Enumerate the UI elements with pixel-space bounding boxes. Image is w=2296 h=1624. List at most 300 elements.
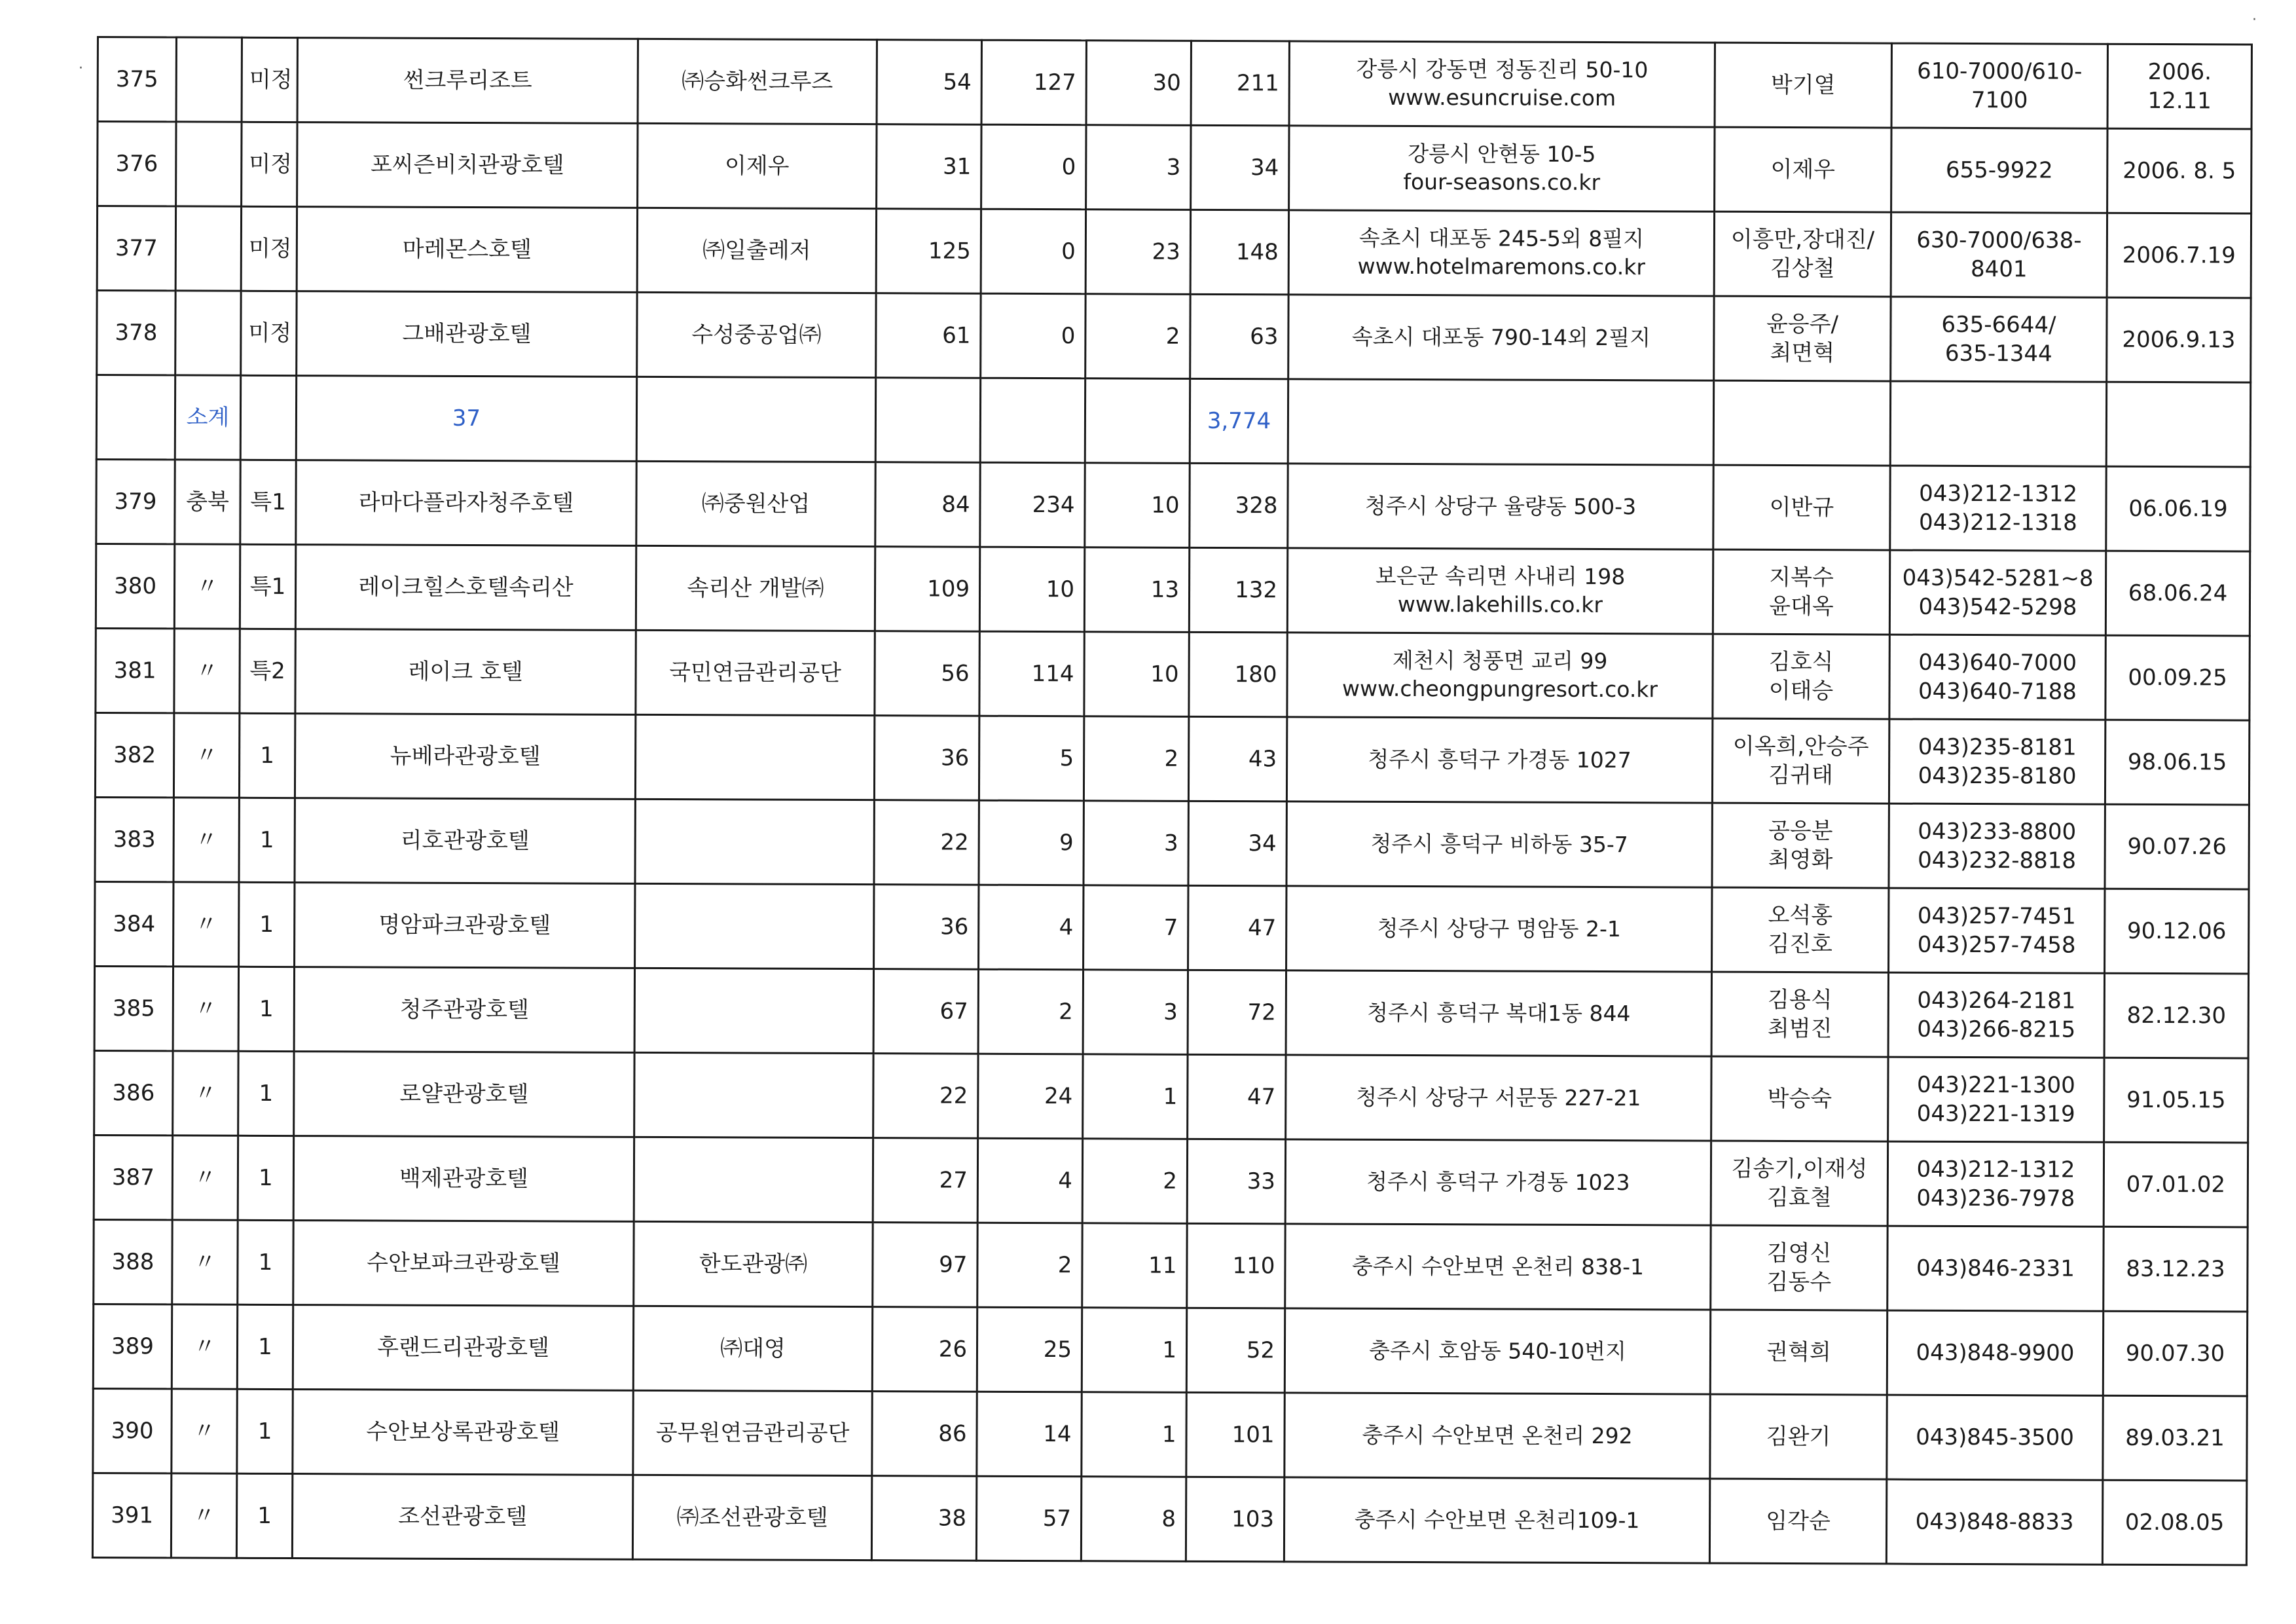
registration-date [2105, 720, 2249, 805]
hotel-name: 포씨즌비치관광호텔 [297, 122, 638, 208]
registration-date-line-1: 83.12.23 [2126, 1255, 2225, 1283]
registration-date-line-1: 90.07.30 [2125, 1340, 2225, 1367]
representative-line-2: 최범진 [1767, 1015, 1832, 1043]
telephone [1887, 1141, 2104, 1227]
registration-date-line-1: 2006.7.19 [2122, 242, 2236, 269]
representative-line-2: 최면혁 [1770, 339, 1835, 367]
table-row [95, 797, 2249, 889]
telephone-line-1: 043)848-9900 [1916, 1339, 2075, 1367]
operator: ㈜일출레저 [637, 208, 876, 293]
telephone-line-1: 043)264-2181 [1917, 987, 2076, 1014]
region: 〃 [172, 1220, 238, 1304]
scan-speck-left: · [79, 60, 83, 77]
row-number: 376 [98, 122, 176, 206]
address-line-1: 보은군 속리면 사내리 198 [1375, 563, 1626, 590]
row-number: 389 [93, 1304, 172, 1388]
row-number: 375 [98, 37, 176, 122]
representative-line-1: 김영신 [1766, 1240, 1832, 1267]
representative-line-1: 이반규 [1769, 494, 1834, 521]
table-row [95, 881, 2249, 973]
telephone [1889, 803, 2105, 889]
address-line-1: 제천시 청풍면 교리 99 [1392, 648, 1608, 674]
registration-date [2105, 551, 2250, 636]
count-1: 56 [875, 631, 979, 716]
subtotal-empty-c3 [1085, 378, 1190, 464]
representative [1710, 1394, 1887, 1479]
count-1: 61 [876, 293, 981, 378]
hotel-name: 레이크 호텔 [295, 629, 636, 715]
address-line-1: 강릉시 강동면 정동진리 50-10 [1356, 56, 1649, 83]
region: 〃 [174, 629, 240, 713]
total-count: 43 [1188, 716, 1286, 802]
operator: ㈜대영 [633, 1306, 872, 1391]
count-1: 125 [876, 209, 981, 294]
total-count: 132 [1189, 547, 1287, 633]
telephone [1887, 1310, 2103, 1395]
telephone-line-1: 610-7000/610- [1917, 58, 2083, 85]
count-1: 22 [874, 800, 979, 885]
telephone-line-1: 043)640-7000 [1918, 649, 2077, 676]
grade: 1 [238, 1051, 294, 1135]
representative-line-2: 김효철 [1766, 1184, 1832, 1211]
operator [634, 968, 873, 1053]
total-count: 101 [1186, 1392, 1285, 1477]
total-count: 328 [1190, 463, 1288, 548]
region: 〃 [173, 1051, 238, 1135]
hotel-name: 뉴베라관광호텔 [295, 714, 635, 800]
total-count: 47 [1188, 1054, 1286, 1139]
address-line-1: 속초시 대포동 790-14외 2필지 [1351, 323, 1651, 350]
count-3: 7 [1084, 885, 1188, 970]
representative [1711, 1056, 1888, 1141]
telephone-line-1: 043)212-1312 [1916, 1156, 2075, 1183]
subtotal-label: 소계 [175, 375, 240, 460]
subtotal-empty-operator [636, 377, 875, 462]
representative [1715, 127, 1891, 212]
address-line-1: 청주시 흥덕구 가경동 1023 [1366, 1168, 1630, 1195]
telephone [1888, 1057, 2104, 1142]
registration-date-line-1: 90.12.06 [2126, 917, 2227, 945]
hotel-name: 그배관광호텔 [297, 291, 637, 377]
representative [1711, 1141, 1887, 1226]
region: 〃 [172, 1135, 238, 1220]
address-line-2: www.hotelmaremons.co.kr [1357, 253, 1646, 280]
grade: 미정 [242, 122, 297, 206]
grade: 특2 [240, 629, 295, 713]
representative-line-2: 이태승 [1768, 677, 1834, 705]
telephone-line-2: 043)236-7978 [1916, 1185, 2075, 1212]
representative [1709, 1479, 1886, 1564]
telephone-line-2: 043)212-1318 [1918, 509, 2077, 536]
registration-date [2103, 1395, 2247, 1481]
region: 〃 [173, 882, 239, 967]
count-1: 27 [873, 1138, 977, 1223]
operator: ㈜조선관광호텔 [632, 1475, 871, 1560]
row-number: 378 [97, 291, 175, 375]
row-number: 381 [96, 628, 174, 712]
telephone-line-1: 655-9922 [1945, 157, 2053, 184]
registration-date [2104, 1142, 2248, 1227]
count-3: 1 [1082, 1392, 1186, 1477]
registration-date-line-1: 2006. [2147, 58, 2212, 86]
hotel-name: 로얄관광호텔 [294, 1052, 634, 1137]
address [1286, 970, 1711, 1056]
row-number: 391 [92, 1473, 171, 1557]
representative [1711, 1225, 1887, 1310]
telephone-line-1: 043)848-8833 [1915, 1508, 2074, 1536]
subtotal-empty-c2 [980, 378, 1085, 463]
count-2: 234 [980, 462, 1085, 547]
count-3: 13 [1084, 547, 1189, 633]
total-count: 34 [1191, 125, 1289, 210]
row-number: 388 [94, 1219, 172, 1304]
table-body-bottom [92, 460, 2250, 1565]
representative [1714, 296, 1891, 381]
table-row [94, 1135, 2248, 1227]
table-row [97, 206, 2251, 298]
registration-date-line-1: 98.06.15 [2127, 748, 2227, 776]
registration-date-line-1: 68.06.24 [2128, 580, 2228, 607]
row-number: 377 [97, 206, 175, 291]
count-2: 57 [976, 1476, 1081, 1561]
region: 〃 [173, 967, 238, 1051]
telephone [1891, 43, 2107, 128]
grade: 1 [237, 1304, 293, 1389]
row-number: 387 [94, 1135, 172, 1219]
operator: 속리산 개발㈜ [636, 545, 875, 631]
subtotal-count: 37 [296, 376, 636, 462]
representative-line-1: 지복수 [1769, 564, 1834, 591]
count-3: 11 [1082, 1223, 1187, 1308]
grade: 1 [239, 798, 295, 882]
grade: 1 [236, 1473, 292, 1558]
subtotal-empty-date [2106, 382, 2250, 467]
subtotal-row [96, 375, 2250, 467]
count-3: 3 [1083, 970, 1188, 1055]
table-row [98, 122, 2251, 213]
address-line-1: 속초시 대포동 245-5외 8필지 [1358, 225, 1645, 252]
operator: 수성중공업㈜ [637, 292, 876, 377]
row-number: 384 [95, 881, 173, 966]
registration-date-line-2: 12.11 [2147, 87, 2212, 115]
telephone [1891, 212, 2107, 297]
telephone-line-2: 043)640-7188 [1918, 678, 2077, 705]
count-2: 0 [981, 124, 1086, 210]
count-3: 2 [1085, 294, 1190, 379]
representative-line-1: 김완기 [1766, 1423, 1831, 1450]
operator: ㈜중원산업 [636, 461, 875, 546]
count-3: 23 [1085, 210, 1190, 295]
address [1288, 295, 1714, 380]
table-row [96, 628, 2250, 720]
registration-date-line-1: 91.05.15 [2126, 1086, 2226, 1114]
grade: 특1 [240, 460, 296, 544]
count-3: 10 [1085, 463, 1190, 548]
registration-date [2107, 44, 2251, 129]
telephone [1888, 972, 2104, 1058]
grade: 1 [238, 967, 294, 1051]
address-line-1: 충주시 수안보면 온천리 838-1 [1351, 1253, 1645, 1280]
operator [635, 883, 874, 969]
count-3: 1 [1082, 1308, 1186, 1393]
representative-line-1: 이옥희,안승주 [1732, 733, 1869, 760]
region [175, 291, 241, 375]
subtotal-empty-rep [1713, 380, 1890, 466]
hotel-name: 수안보상록관광호텔 [293, 1390, 633, 1475]
address-line-1: 청주시 상당구 명암동 2-1 [1377, 915, 1621, 942]
address [1285, 1308, 1710, 1394]
registration-date-line-1: 00.09.25 [2128, 664, 2227, 692]
telephone [1889, 635, 2105, 720]
address [1289, 41, 1715, 127]
telephone-line-2: 7100 [1971, 86, 2028, 114]
telephone-line-1: 043)257-7451 [1917, 902, 2076, 930]
telephone-line-1: 043)845-3500 [1916, 1424, 2075, 1451]
region: 〃 [171, 1473, 236, 1558]
registration-date [2104, 1227, 2248, 1312]
address [1286, 717, 1712, 803]
representative-line-2: 김진호 [1768, 931, 1833, 958]
count-1: 84 [875, 462, 980, 547]
address-line-2: www.lakehills.co.kr [1397, 591, 1603, 618]
table-row [93, 1388, 2247, 1480]
total-count: 211 [1191, 41, 1289, 126]
count-1: 109 [875, 547, 979, 632]
grade: 1 [239, 713, 295, 798]
count-1: 36 [874, 716, 979, 801]
table-body-top [97, 37, 2252, 382]
representative-line-2: 윤대옥 [1769, 593, 1834, 620]
telephone-line-1: 630-7000/638- [1916, 227, 2082, 254]
representative-line-1: 오석홍 [1768, 902, 1833, 929]
telephone-line-1: 043)221-1300 [1916, 1071, 2075, 1099]
representative [1713, 549, 1889, 635]
representative-line-1: 윤응주/ [1766, 310, 1839, 338]
telephone [1887, 1226, 2104, 1311]
registration-date [2107, 128, 2251, 213]
representative [1712, 718, 1889, 803]
telephone-line-2: 043)542-5298 [1918, 593, 2077, 621]
count-3: 3 [1084, 801, 1188, 886]
hotel-name: 후랜드리관광호텔 [293, 1305, 633, 1391]
subtotal-empty-grade [240, 375, 296, 460]
table-row [92, 1473, 2246, 1564]
row-number: 380 [96, 544, 174, 629]
address-line-1: 청주시 흥덕구 복대1동 844 [1367, 999, 1631, 1026]
count-1: 22 [873, 1054, 978, 1139]
hotel-name: 수안보파크관광호텔 [293, 1221, 634, 1306]
hotel-name: 조선관광호텔 [292, 1474, 632, 1560]
total-count: 180 [1189, 632, 1287, 717]
registration-date [2105, 889, 2249, 974]
operator: 이제우 [638, 123, 877, 208]
telephone-line-2: 043)221-1319 [1916, 1100, 2075, 1128]
count-2: 5 [979, 716, 1084, 801]
address [1285, 1139, 1711, 1225]
representative-line-1: 김용식 [1768, 986, 1832, 1014]
operator: 한도관광㈜ [634, 1221, 873, 1306]
telephone [1887, 1395, 2103, 1480]
hotel-name: 라마다플라자청주호텔 [296, 460, 636, 546]
representative-line-2: 김동수 [1766, 1268, 1832, 1296]
telephone [1891, 297, 2107, 382]
region [176, 37, 242, 122]
registration-date-line-1: 90.07.26 [2127, 833, 2227, 860]
telephone [1889, 550, 2105, 635]
registration-date-line-1: 89.03.21 [2125, 1424, 2225, 1452]
table-row [94, 1219, 2248, 1311]
operator [635, 799, 874, 884]
total-count: 110 [1187, 1223, 1285, 1308]
count-1: 67 [873, 969, 978, 1054]
registration-date-line-1: 2006. 8. 5 [2123, 157, 2236, 185]
count-3: 2 [1084, 716, 1188, 802]
count-1: 86 [872, 1392, 977, 1477]
operator: 국민연금관리공단 [636, 630, 875, 715]
region: 〃 [174, 544, 240, 629]
telephone-line-1: 043)235-8181 [1918, 733, 2077, 761]
telephone-line-1: 043)233-8800 [1918, 818, 2077, 845]
count-2: 4 [979, 885, 1084, 970]
count-2: 24 [978, 1054, 1083, 1139]
subtotal-empty-addr [1288, 379, 1713, 465]
row-number: 382 [95, 712, 173, 797]
representative [1712, 803, 1889, 888]
grade: 1 [238, 1220, 293, 1304]
count-3: 10 [1084, 632, 1189, 717]
registration-date-line-1: 06.06.19 [2128, 495, 2228, 523]
telephone-line-2: 043)257-7458 [1917, 931, 2076, 959]
representative-line-2: 김상철 [1770, 255, 1835, 282]
table-row [94, 966, 2248, 1058]
representative-line-1: 이흥만,장대진/ [1730, 226, 1875, 253]
count-2: 114 [979, 631, 1084, 716]
count-2: 127 [981, 40, 1086, 125]
address-line-2: www.cheongpungresort.co.kr [1341, 675, 1658, 703]
telephone [1886, 1479, 2102, 1564]
representative-line-1: 권혁희 [1766, 1338, 1831, 1366]
address [1286, 1055, 1711, 1141]
registration-date-line-1: 02.08.05 [2124, 1509, 2225, 1536]
registration-date-line-1: 82.12.30 [2126, 1002, 2227, 1029]
telephone-line-2: 635-1344 [1944, 340, 2052, 367]
registration-date [2104, 973, 2248, 1058]
telephone [1889, 719, 2105, 804]
address-line-1: 청주시 상당구 서문동 227-21 [1356, 1084, 1641, 1111]
representative [1713, 465, 1890, 550]
total-count: 72 [1188, 970, 1286, 1055]
region: 〃 [173, 713, 239, 798]
row-number: 390 [93, 1388, 172, 1473]
count-2: 9 [979, 800, 1084, 885]
scan-speck-top-right: · [2252, 12, 2257, 28]
count-3: 1 [1083, 1054, 1188, 1139]
telephone-line-1: 635-6644/ [1941, 311, 2056, 339]
total-count: 34 [1188, 801, 1286, 886]
count-3: 2 [1082, 1139, 1187, 1224]
row-number: 383 [95, 797, 173, 881]
total-count: 63 [1190, 294, 1288, 379]
representative-line-2: 김귀태 [1768, 762, 1833, 789]
count-2: 2 [978, 969, 1083, 1054]
address [1284, 1477, 1709, 1563]
table-row [93, 1304, 2247, 1395]
address [1287, 633, 1713, 718]
grade: 미정 [242, 37, 297, 122]
table-row [97, 291, 2251, 382]
count-2: 2 [977, 1223, 1082, 1308]
telephone [1891, 128, 2107, 213]
count-2: 0 [981, 209, 1085, 294]
address-line-1: 충주시 호암동 540-10번지 [1368, 1337, 1627, 1364]
telephone-line-1: 043)542-5281~8 [1902, 564, 2094, 592]
address [1288, 464, 1713, 549]
registration-date-line-1: 07.01.02 [2126, 1171, 2226, 1198]
total-count: 47 [1188, 885, 1286, 970]
grade: 1 [237, 1389, 293, 1473]
address [1286, 802, 1712, 887]
representative [1715, 43, 1891, 128]
count-2: 4 [977, 1138, 1082, 1223]
count-1: 31 [877, 124, 981, 210]
address [1289, 126, 1715, 212]
registration-date [2106, 466, 2250, 551]
region: 충북 [175, 460, 240, 544]
count-3: 3 [1086, 125, 1191, 210]
region: 〃 [172, 1389, 237, 1473]
hotel-name: 백제관광호텔 [293, 1136, 634, 1222]
grade: 1 [239, 882, 295, 967]
registration-date [2104, 1058, 2248, 1143]
representative [1714, 212, 1891, 297]
table-row [96, 544, 2250, 636]
hotel-name: 썬크루리조트 [297, 38, 638, 124]
count-1: 36 [874, 885, 979, 970]
table-row [95, 712, 2249, 804]
hotel-name: 청주관광호텔 [294, 967, 634, 1053]
count-2: 25 [977, 1307, 1082, 1392]
registration-date [2107, 297, 2251, 382]
telephone-line-1: 043)846-2331 [1916, 1255, 2075, 1282]
operator [634, 1137, 873, 1222]
registration-date [2102, 1480, 2246, 1565]
representative-line-1: 이제우 [1770, 156, 1836, 183]
hotel-listing-table [92, 36, 2253, 1566]
subtotal-empty-c1 [875, 378, 980, 463]
address-line-2: www.esuncruise.com [1388, 84, 1616, 111]
representative-line-1: 박승숙 [1767, 1085, 1832, 1113]
representative [1710, 1310, 1887, 1395]
count-2: 14 [977, 1392, 1082, 1477]
row-number: 379 [96, 460, 175, 544]
address-line-1: 충주시 수안보면 온천리109-1 [1354, 1506, 1640, 1533]
address-line-2: four-seasons.co.kr [1403, 168, 1601, 196]
operator: 공무원연금관리공단 [633, 1390, 872, 1475]
telephone-line-2: 043)232-8818 [1918, 847, 2077, 874]
address-line-1: 충주시 수안보면 온천리 292 [1362, 1422, 1633, 1449]
address [1286, 886, 1712, 972]
address-line-1: 청주시 상당구 율량동 500-3 [1364, 492, 1637, 519]
telephone [1889, 888, 2105, 973]
total-count: 103 [1186, 1477, 1284, 1562]
representative [1711, 972, 1888, 1057]
representative-line-1: 공응분 [1768, 817, 1833, 845]
table-row [96, 460, 2250, 551]
address-line-1: 강릉시 안현동 10-5 [1408, 141, 1596, 168]
hotel-name: 레이크힐스호텔속리산 [295, 545, 636, 631]
count-1: 54 [877, 40, 981, 125]
total-count: 52 [1186, 1308, 1285, 1393]
